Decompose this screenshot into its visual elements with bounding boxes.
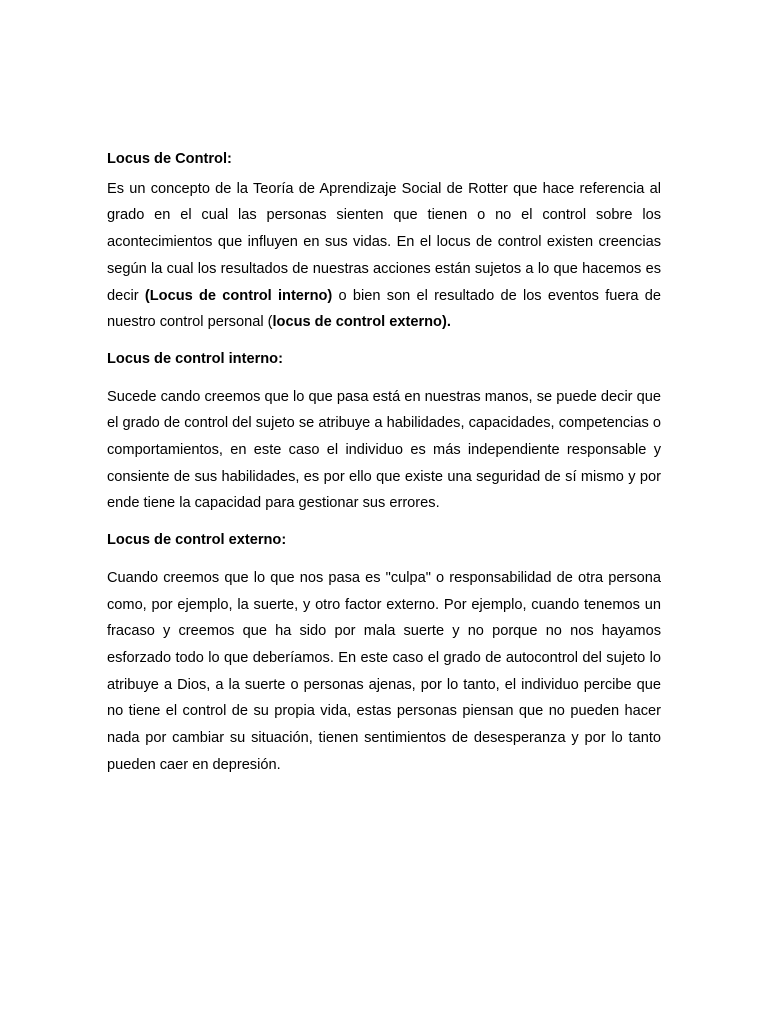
heading-locus-externo: Locus de control externo: — [107, 532, 287, 549]
heading-locus-de-control: Locus de Control: — [107, 151, 232, 167]
paragraph-locus-externo: Cuando creemos que lo que nos pasa es "culpa" o responsabilidad de otra persona como, por ejemplo, la suerte, y otro factor externo. Por ejemplo, cuando tenemos un fracaso y creemos que ha sido por mala suerte y no porque no nos hayamos esforzado todo lo que deberíamos. En este caso el grado de autocontrol del sujeto lo atribuye a Dios, a la suerte o personas ajenas, por lo tanto, el individuo percibe que no tiene el control de su propia vida, estas personas piensan que no pueden hacer nada por cambiar su situación, tienen sentimientos de desesperanza y por lo tanto pueden caer en depresión. — [107, 569, 661, 773]
heading-locus-interno: Locus de control interno: — [107, 350, 283, 367]
paragraph-text: Es un concepto de la Teoría de Aprendizaje Social de Rotter que hace referencia al grado en el cual las personas sienten que tienen o no el control sobre los acontecimientos que influyen en sus vidas. En el locus de control existen creencias según la cual los resultados de nuestras acciones están sujetos a lo que hacemos es decir — [107, 180, 661, 304]
paragraph-text: o bien son el resultado de los eventos fuera de nuestro control personal ( — [107, 287, 661, 331]
document-body — [107, 146, 661, 778]
paragraph-locus-interno: Sucede cando creemos que lo que pasa está en nuestras manos, se puede decir que el grado de control del sujeto se atribuye a habilidades, capacidades, competencias o comportamientos, en este caso el individuo es más independiente responsable y consiente de sus habilidades, es por ello que existe una seguridad de sí mismo y por ende tiene la capacidad para gestionar sus errores. — [107, 388, 661, 512]
bold-term-externo: locus de control externo). — [272, 314, 451, 331]
bold-term-interno: (Locus de control interno) — [144, 287, 333, 304]
paragraph-locus-de-control — [107, 176, 661, 336]
